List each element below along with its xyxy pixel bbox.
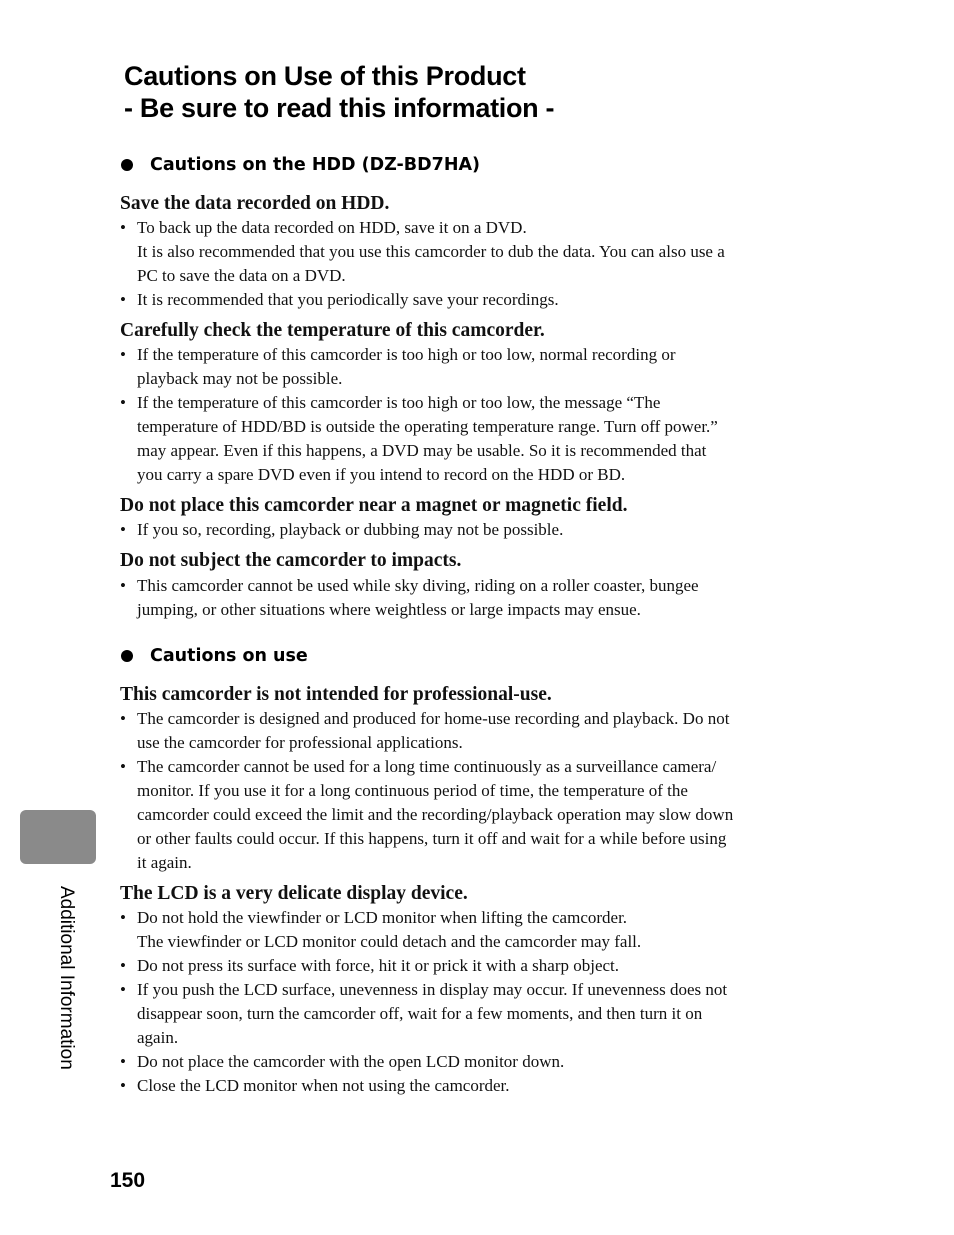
list-item	[120, 391, 810, 415]
list-item-continuation	[120, 827, 810, 851]
list-item-continuation	[120, 731, 810, 755]
list-item-continuation	[120, 1002, 810, 1026]
list-item-text: If the temperature of this camcorder is too high or too low, the message “The	[137, 393, 661, 412]
list-item-continuation	[120, 463, 810, 487]
section-heading-text: Cautions on the HDD (DZ-BD7HA)	[150, 155, 481, 175]
list-item-text: The viewfinder or LCD monitor could detach and the camcorder may fall.	[137, 932, 642, 951]
list-item	[120, 978, 810, 1002]
bullet-dot-icon	[121, 159, 133, 171]
bullet-list-lcd	[120, 906, 810, 1098]
list-item-text: disappear soon, turn the camcorder off, wait for a few moments, and then turn it on	[137, 1004, 703, 1023]
list-item-text: Do not place the camcorder with the open LCD monitor down.	[137, 1052, 565, 1071]
list-item-continuation	[120, 367, 810, 391]
list-item-text: playback may not be possible.	[137, 369, 343, 388]
bullet-glyph: •	[120, 520, 126, 539]
bullet-glyph: •	[120, 908, 126, 927]
list-item-text: monitor. If you use it for a long continuous period of time, the temperature of the	[137, 781, 688, 800]
page-number: 150	[110, 1169, 146, 1192]
bullet-dot-icon	[121, 650, 133, 662]
section-heading-hdd	[121, 155, 480, 175]
list-item-continuation	[120, 264, 810, 288]
list-item-text: The camcorder cannot be used for a long time continuously as a surveillance camera/	[137, 757, 717, 776]
bullet-glyph: •	[120, 393, 126, 412]
list-item-text: If you push the LCD surface, unevenness in display may occur. If unevenness does not	[137, 980, 728, 999]
list-item-continuation	[120, 779, 810, 803]
bullet-glyph: •	[120, 980, 126, 999]
list-item-text: It is also recommended that you use this camcorder to dub the data. You can also use a	[137, 242, 725, 261]
list-item-continuation	[120, 1026, 810, 1050]
list-item-text: temperature of HDD/BD is outside the operating temperature range. Turn off power.”	[137, 417, 718, 436]
list-item-text: or other faults could occur. If this happens, turn it off and wait for a while before using	[137, 829, 727, 848]
list-item-text: If you so, recording, playback or dubbing may not be possible.	[137, 520, 564, 539]
bullet-list-temperature	[120, 343, 810, 487]
list-item-text: may appear. Even if this happens, a DVD may be usable. So it is recommended that	[137, 441, 707, 460]
list-item-text: Close the LCD monitor when not using the camcorder.	[137, 1076, 510, 1095]
bullet-glyph: •	[120, 709, 126, 728]
list-item-text: Do not hold the viewfinder or LCD monitor when lifting the camcorder.	[137, 908, 628, 927]
list-item-continuation	[120, 415, 810, 439]
list-item	[120, 1074, 810, 1098]
list-item-continuation	[120, 930, 810, 954]
list-item-text: This camcorder cannot be used while sky diving, riding on a roller coaster, bungee	[137, 576, 699, 595]
subsection-heading-magnet: Do not place this camcorder near a magnet or magnetic field.	[120, 495, 628, 516]
subsection-heading-temperature: Carefully check the temperature of this camcorder.	[120, 320, 545, 341]
page-title	[124, 60, 554, 124]
chapter-tab	[20, 810, 96, 864]
subsection-heading-save-data: Save the data recorded on HDD.	[120, 193, 390, 214]
subsection-heading-lcd: The LCD is a very delicate display device.	[120, 883, 468, 904]
list-item-text: again.	[137, 1028, 179, 1047]
list-item	[120, 518, 810, 542]
subsection-heading-professional: This camcorder is not intended for professional-use.	[120, 684, 552, 705]
page-title-line-2: - Be sure to read this information -	[124, 93, 555, 123]
list-item-text: it again.	[137, 853, 192, 872]
list-item	[120, 1050, 810, 1074]
list-item-continuation	[120, 598, 810, 622]
list-item-text: camcorder could exceed the limit and the recording/playback operation may slow down	[137, 805, 734, 824]
list-item	[120, 574, 810, 598]
list-item-continuation	[120, 240, 810, 264]
list-item-text: It is recommended that you periodically save your recordings.	[137, 290, 559, 309]
bullet-glyph: •	[120, 345, 126, 364]
list-item-continuation	[120, 851, 810, 875]
list-item	[120, 954, 810, 978]
list-item-text: jumping, or other situations where weightless or large impacts may ensue.	[137, 600, 641, 619]
list-item	[120, 343, 810, 367]
list-item-text: If the temperature of this camcorder is too high or too low, normal recording or	[137, 345, 676, 364]
bullet-list-magnet	[120, 518, 810, 542]
list-item-text: Do not press its surface with force, hit it or prick it with a sharp object.	[137, 956, 620, 975]
list-item	[120, 707, 810, 731]
bullet-glyph: •	[120, 576, 126, 595]
list-item-text: To back up the data recorded on HDD, save it on a DVD.	[137, 218, 527, 237]
bullet-glyph: •	[120, 218, 126, 237]
bullet-glyph: •	[120, 1076, 126, 1095]
list-item-continuation	[120, 803, 810, 827]
bullet-list-professional	[120, 707, 810, 875]
side-chapter-label: Additional Information	[56, 886, 77, 1070]
list-item-text: The camcorder is designed and produced for home-use recording and playback. Do not	[137, 709, 730, 728]
subsection-heading-impacts: Do not subject the camcorder to impacts.	[120, 550, 462, 571]
list-item	[120, 755, 810, 779]
list-item	[120, 906, 810, 930]
list-item-continuation	[120, 439, 810, 463]
list-item-text: PC to save the data on a DVD.	[137, 266, 346, 285]
bullet-glyph: •	[120, 956, 126, 975]
list-item-text: use the camcorder for professional applications.	[137, 733, 463, 752]
section-heading-use	[121, 646, 308, 666]
list-item-text: you carry a spare DVD even if you intend to record on the HDD or BD.	[137, 465, 626, 484]
bullet-glyph: •	[120, 290, 126, 309]
bullet-glyph: •	[120, 1052, 126, 1071]
list-item	[120, 216, 810, 240]
page-title-line-1: Cautions on Use of this Product	[124, 61, 526, 91]
list-item	[120, 288, 810, 312]
bullet-list-impacts	[120, 574, 810, 622]
bullet-list-save-data	[120, 216, 810, 312]
bullet-glyph: •	[120, 757, 126, 776]
section-heading-text: Cautions on use	[150, 646, 308, 666]
